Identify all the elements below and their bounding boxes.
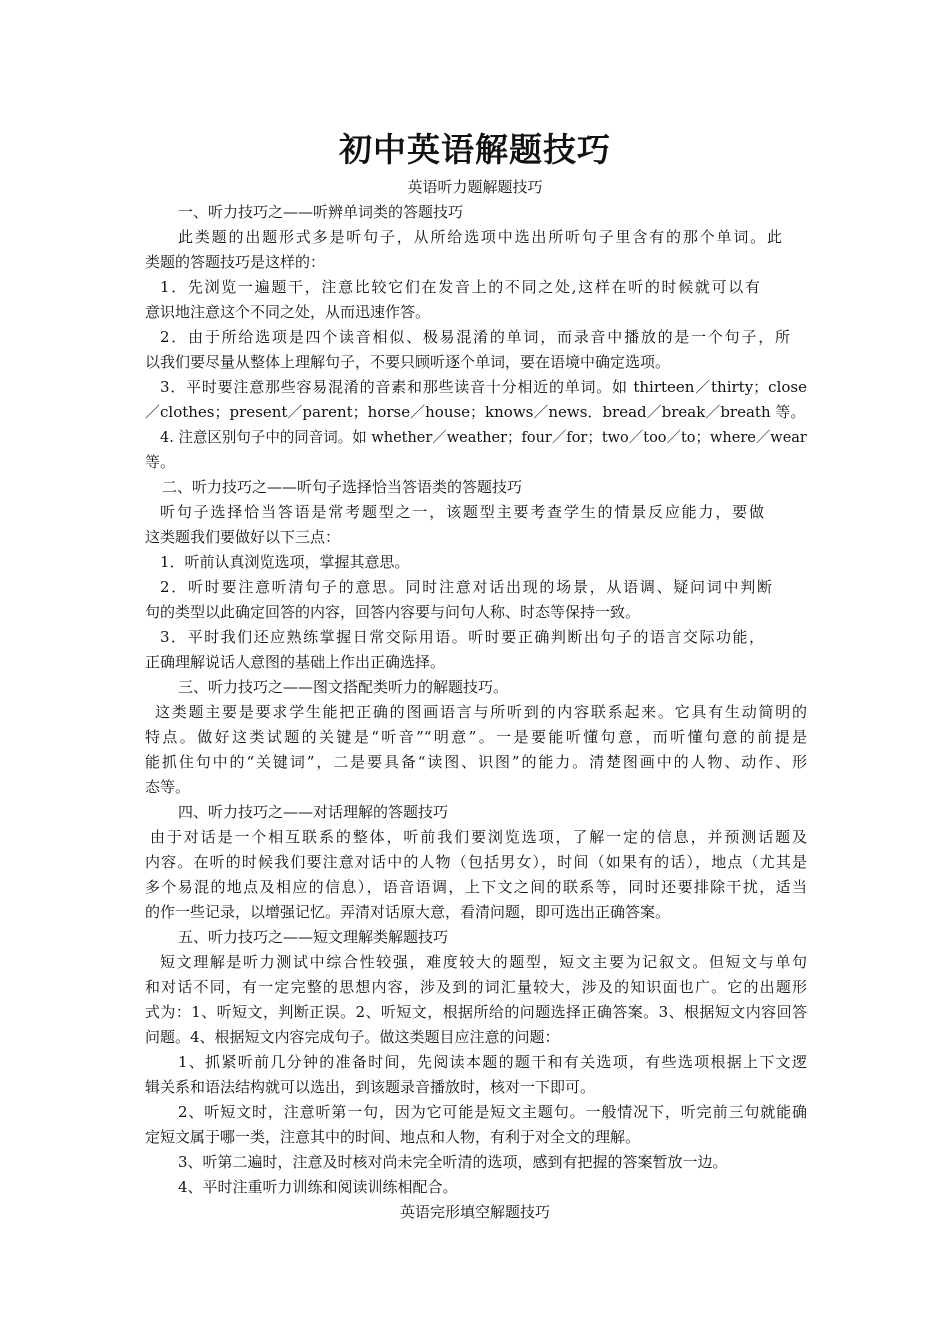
paragraph-line: 3．平时要注意那些容易混淆的音素和那些读音十分相近的单词。如 thirteen／thirty；close: [160, 378, 807, 396]
paragraph-line: 类题的答题技巧是这样的：: [145, 253, 326, 271]
paragraph-line: 和对话不同，有一定完整的思想内容，涉及到的词汇量较大，涉及的知识面也广。它的出题形: [145, 978, 807, 996]
paragraph-line: 问题。4、根据短文内容完成句子。做这类题目应注意的问题：: [145, 1028, 560, 1046]
paragraph-line: ／clothes；present／parent；horse／house；knows／news．bread／break／breath 等。: [145, 403, 806, 421]
paragraph-line: 2、听短文时，注意听第一句，因为它可能是短文主题句。一般情况下，听完前三句就能确: [178, 1103, 807, 1121]
paragraph-line: 1、抓紧听前几分钟的准备时间，先阅读本题的题干和有关选项，有些选项根据上下文逻: [178, 1053, 807, 1071]
paragraph-line: 由于对话是一个相互联系的整体，听前我们要浏览选项，了解一定的信息，并预测话题及: [150, 828, 807, 846]
paragraph-line: 3．平时我们还应熟练掌握日常交际用语。听时要正确判断出句子的语言交际功能，: [160, 628, 764, 646]
paragraph-line: 4、平时注重听力训练和阅读训练相配合。: [178, 1178, 458, 1196]
paragraph-line: 的作一些记录，以增强记忆。弄清对话原大意，看清问题，即可选出正确答案。: [145, 903, 671, 921]
paragraph-line: 多个易混的地点及相应的信息），语音语调，上下文之间的联系等，同时还要排除干扰，适当: [145, 878, 807, 896]
heading-4: 四、听力技巧之——对话理解的答题技巧: [178, 803, 449, 821]
paragraph-line: 能抓住句中的“关键词”，二是要具备“读图、识图”的能力。清楚图画中的人物、动作、形: [145, 753, 807, 771]
heading-2: 二、听力技巧之——听句子选择恰当答语类的答题技巧: [162, 478, 523, 496]
paragraph-line: 意识地注意这个不同之处，从而迅速作答。: [145, 303, 431, 321]
paragraph-line: 正确理解说话人意图的基础上作出正确选择。: [145, 653, 446, 671]
paragraph-line: 2．听时要注意听清句子的意思。同时注意对话出现的场景，从语调、疑问词中判断: [160, 578, 772, 596]
paragraph-line: 特点。做好这类试题的关键是“听音”“明意”。一是要能听懂句意，而听懂句意的前提是: [145, 728, 807, 746]
paragraph-line: 此类题的出题形式多是听句子，从所给选项中选出所听句子里含有的那个单词。此: [178, 228, 782, 246]
paragraph-line: 式为：1、听短文，判断正误。2、听短文，根据所给的问题选择正确答案。3、根据短文内容回答: [145, 1003, 807, 1021]
paragraph-line: 3、听第二遍时，注意及时核对尚未完全听清的选项，感到有把握的答案暂放一边。: [178, 1153, 728, 1171]
heading-3: 三、听力技巧之——图文搭配类听力的解题技巧。: [178, 678, 509, 696]
paragraph-line: 4. 注意区别句子中的同音词。如 whether／weather；four／for；two／too／to；where／wear: [160, 428, 807, 446]
paragraph-line: 等。: [145, 453, 176, 471]
paragraph-line: 辑关系和语法结构就可以选出，到该题录音播放时，核对一下即可。: [145, 1078, 596, 1096]
paragraph-line: 这类题我们要做好以下三点：: [145, 528, 341, 546]
paragraph-line: 短文理解是听力测试中综合性较强，难度较大的题型，短文主要为记叙文。但短文与单句: [160, 953, 807, 971]
paragraph-line: 态等。: [145, 778, 191, 796]
paragraph-line: 1．听前认真浏览选项，掌握其意思。: [160, 553, 410, 571]
paragraph-line: 2．由于所给选项是四个读音相似、极易混淆的单词，而录音中播放的是一个句子，所: [160, 328, 790, 346]
heading-5: 五、听力技巧之——短文理解类解题技巧: [178, 928, 449, 946]
paragraph-line: 听句子选择恰当答语是常考题型之一，该题型主要考查学生的情景反应能力，要做: [160, 503, 764, 521]
paragraph-line: 这类题主要是要求学生能把正确的图画语言与所听到的内容联系起来。它具有生动简明的: [155, 703, 807, 721]
paragraph-line: 句的类型以此确定回答的内容，回答内容要与问句人称、时态等保持一致。: [145, 603, 641, 621]
paragraph-line: 1．先浏览一遍题干，注意比较它们在发音上的不同之处,这样在听的时候就可以有: [160, 278, 760, 296]
section-heading-cloze: 英语完形填空解题技巧: [399, 1203, 550, 1221]
document-title: 初中英语解题技巧: [339, 130, 611, 169]
section-heading-listening: 英语听力题解题技巧: [407, 178, 543, 196]
paragraph-line: 定短文属于哪一类，注意其中的时间、地点和人物，有利于对全文的理解。: [145, 1128, 641, 1146]
paragraph-line: 内容。在听的时候我们要注意对话中的人物（包括男女），时间（如果有的话），地点（尤其是: [145, 853, 807, 871]
heading-1: 一、听力技巧之——听辨单词类的答题技巧: [178, 203, 464, 221]
paragraph-line: 以我们要尽量从整体上理解句子，不要只顾听逐个单词，要在语境中确定选项。: [145, 353, 671, 371]
